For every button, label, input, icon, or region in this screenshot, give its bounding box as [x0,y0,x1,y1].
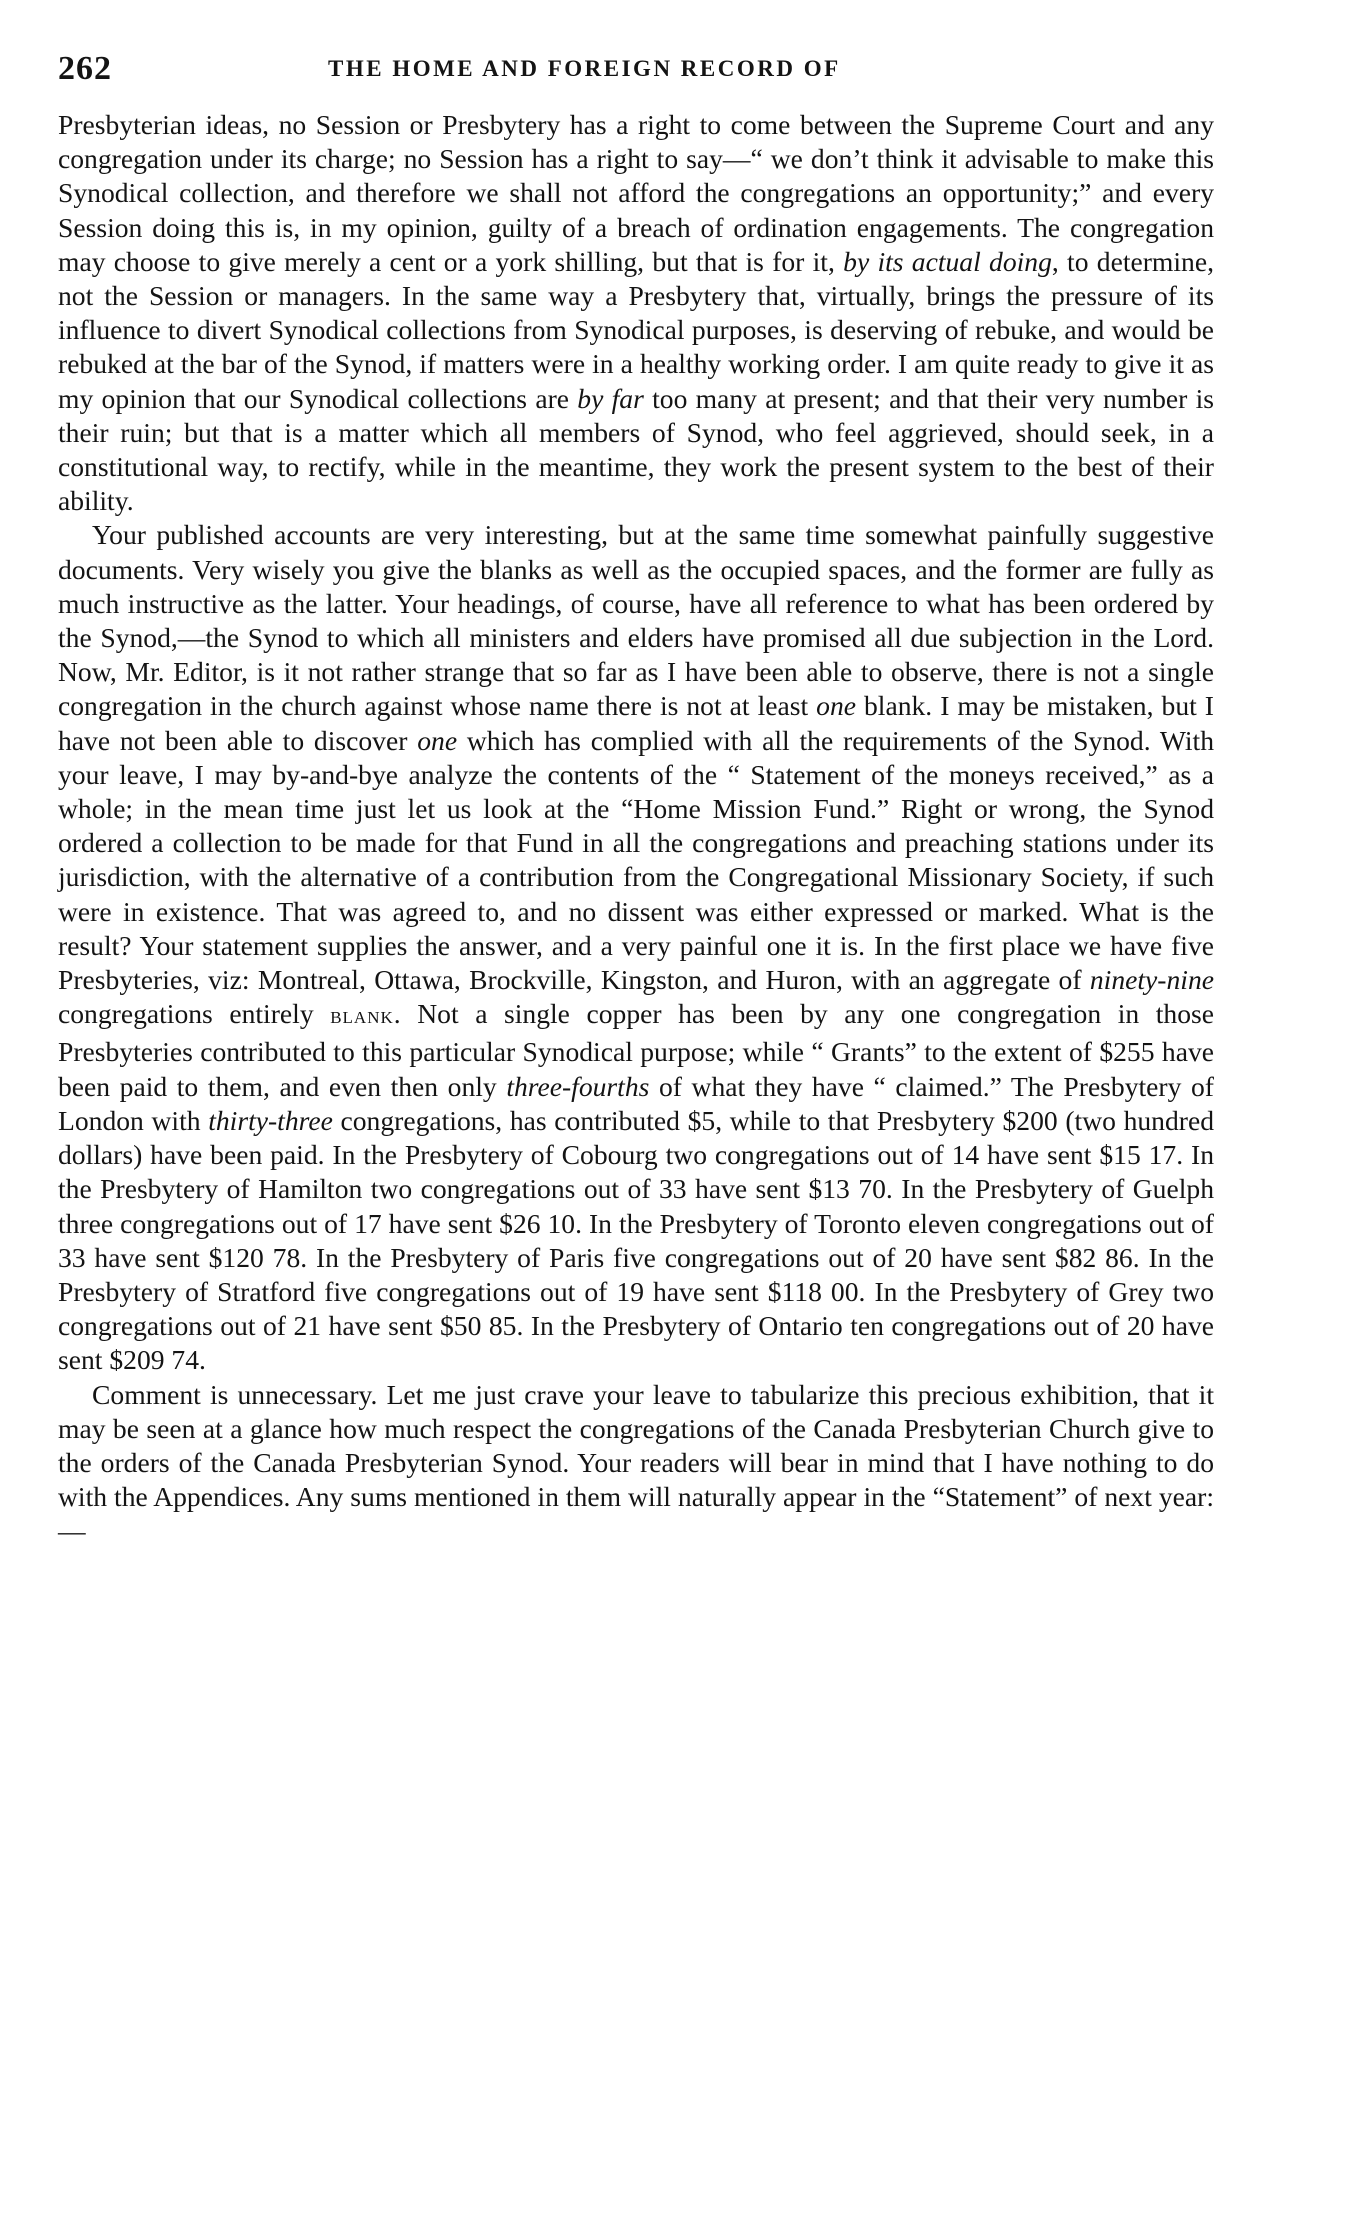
emphasis-three-fourths: three-fourths [506,1070,650,1102]
paragraph-3-text: Comment is unnecessary. Let me just crave your leave to tabularize this precious exhibition, that it may be seen at a glance how much respect the congregations of the Canada Presbyterian Church give to the orders of the Canada Presbyterian Synod. Your readers will bear in mind that I have nothing to do with the Appendices. Any sums mentioned in them will naturally appear in the “Statement” of next year:— [58,1378,1214,1547]
paragraph-1-text-end: too many at present; and that their very number is their ruin; but that is a matter which all members of Synod, who feel aggrieved, should seek, in a constitutional way, to rectify, while in the meantime, they work the present system to the best of their ability. [58,382,1214,517]
paragraph-1-text: Presbyterian ideas, no Session or Presbytery has a right to come between the Supreme Court and any congregation under its charge; no Session has a right to say—“ we don’t think it advisable to make this Synodical collection, and therefore we shall not afford the congregations an opportunity;” and every Session doing this is, in my opinion, guilty of a breach of ordination engagements. The congregation may choose to give merely a cent or a york shilling, but that is for it, [58,109,1214,277]
paragraph-2 [58,518,1214,1377]
small-caps-blank: BLANK [330,1008,394,1028]
page-number: 262 [58,50,112,87]
paragraph-2-text-4: congregations entirely [58,998,331,1030]
emphasis-one-2: one [417,724,458,756]
paragraph-3 [58,1378,1214,1549]
emphasis-ninety-nine: ninety-nine [1089,964,1214,996]
emphasis-one: one [816,690,856,722]
emphasis-by-its-actual-doing: by its actual doing [843,245,1052,277]
paragraph-2-text-7: congregations, has contributed $5, while to that Presbytery $200 (two hundred dollars) have been paid. In the Presbytery of Cobourg two congregations out of 14 have sent $15 17. In the Presbytery of Hamilton two congregations out of 33 have sent $13 70. In the Presbytery of Guelph three congregations out of 17 have sent $26 10. In the Presbytery of Toronto eleven congregations out of 33 have sent $120 78. In the Presbytery of Paris five congregations out of 20 have sent $82 86. In the Presbytery of Stratford five congregations out of 19 have sent $118 00. In the Presbytery of Grey two congregations out of 21 have sent $50 85. In the Presbytery of Ontario ten congregations out of 20 have sent $209 74. [58,1104,1214,1376]
document-page [58,50,1214,1549]
page-header [58,50,1214,94]
emphasis-by-far: by far [577,382,644,414]
paragraph-2-text-2: blank. I may be mistaken, but I have not been able to discover [58,690,1214,756]
running-title: THE HOME AND FOREIGN RECORD OF [328,56,841,81]
paragraph-2-text-3: which has complied with all the requirements of the Synod. With your leave, I may by-and-bye analyze the contents of the “ Statement of the moneys received,” as a whole; in the mean time just let us look at the “Home Mission Fund.” Right or wrong, the Synod ordered a collection to be made for that Fund in all the congregations and preaching stations under its jurisdiction, with the alternative of a contribution from the Congregational Missionary Society, if such were in existence. That was agreed to, and no dissent was either expressed or marked. What is the result? Your statement supplies the answer, and a very painful one it is. In the first place we have five Presbyteries, viz: Montreal, Ottawa, Brockville, Kingston, and Huron, with an aggregate of [58,724,1214,996]
paragraph-2-text: Your published accounts are very interesting, but at the same time somewhat painfully suggestive documents. Very wisely you give the blanks as well as the occupied spaces, and the former are fully as much instructive as the latter. Your headings, of course, have all reference to what has been ordered by the Synod,—the Synod to which all ministers and elders have promised all due subjection in the Lord. Now, Mr. Editor, is it not rather strange that so far as I have been able to observe, there is not a single congregation in the church against whose name there is not at least [58,519,1214,722]
paragraph-2-text-6: of what they have “ claimed.” The Presbytery of London with [58,1070,1214,1136]
paragraph-1 [58,108,1214,518]
emphasis-thirty-three: thirty-three [208,1104,333,1136]
paragraph-1-text-cont: , to determine, not the Session or managers. In the same way a Presbytery that, virtually, brings the pressure of its influence to divert Synodical collections from Synodical purposes, is deserving of rebuke, and would be rebuked at the bar of the Synod, if matters were in a healthy working order. I am quite ready to give it as my opinion that our Synodical collections are [58,245,1215,414]
paragraph-2-text-5: . Not a single copper has been by any one congregation in those Presbyteries contributed to this particular Synodical purpose; while “ Grants” to the extent of $255 have been paid to them, and even then only [58,998,1214,1102]
